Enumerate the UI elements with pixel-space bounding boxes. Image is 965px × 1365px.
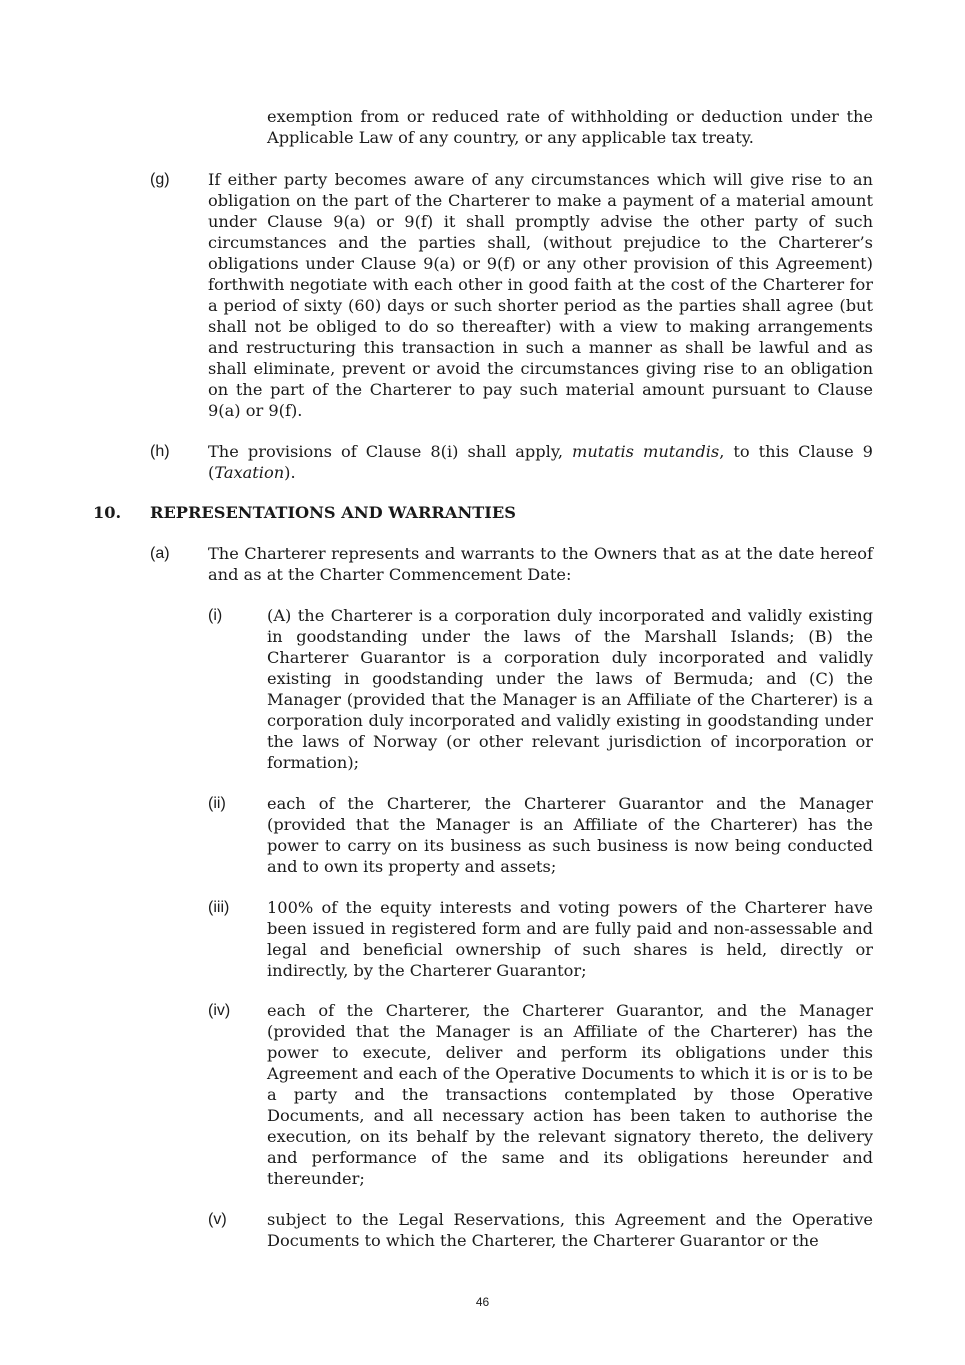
item-ii-label: (ii) <box>208 795 226 812</box>
continuation-paragraph: exemption from or reduced rate of withholding or deduction under the Applicable Law of any country, or any applicable tax treaty. <box>267 107 873 147</box>
clause-10-title: REPRESENTATIONS AND WARRANTIES <box>150 503 516 522</box>
clause-9h-text-start: The provisions of Clause 8(i) shall apply, <box>208 442 573 461</box>
clause-9g-label: (g) <box>150 171 170 188</box>
item-v-text: subject to the Legal Reservations, this Agreement and the Operative Documents to which the Charterer, the Charterer Guarantor or the <box>267 1210 873 1250</box>
clause-9h-text-end: ). <box>284 463 296 482</box>
item-iii-text: 100% of the equity interests and voting powers of the Charterer have been issued in registered form and are fully paid and non-assessable and legal and beneficial ownership of such shares is held, directly or indirectly, by the Charterer Guarantor; <box>267 898 873 980</box>
item-iv-text: each of the Charterer, the Charterer Guarantor, and the Manager (provided that the Manager is an Affiliate of the Charterer) has the power to execute, deliver and perform its obligations under this Agreement and each of the Operative Documents to which it is or is to be a party and the transactions contemplated by those Operative Documents, and all necessary action has been taken to authorise the execution, on its behalf by the relevant signatory thereto, the delivery and performance of the same and its obligations hereunder and thereunder; <box>267 1001 873 1188</box>
item-i-label: (i) <box>208 607 223 624</box>
page-number: 46 <box>475 1295 490 1309</box>
clause-9h-italic-taxation: Taxation <box>214 463 285 482</box>
item-iii-label: (iii) <box>208 899 230 916</box>
clause-10-number: 10. <box>93 503 122 522</box>
item-i-text: (A) the Charterer is a corporation duly incorporated and validly existing in goodstanding under the laws of the Marshall Islands; (B) the Charterer Guarantor is a corporation duly incorporated and validly existing in goodstanding under the laws of Bermuda; and (C) the Manager (provided that the Manager is an Affiliate of the Charterer) is a corporation duly incorporated and validly existing in goodstanding under the laws of Norway (or other relevant jurisdiction of incorporation or formation); <box>267 606 873 772</box>
item-v-label: (v) <box>208 1211 227 1228</box>
clause-9h-italic: mutatis mutandis <box>572 442 720 461</box>
clause-9g-text: If either party becomes aware of any circumstances which will give rise to an obligation on the part of the Charterer to make a payment of a material amount under Clause 9(a) or 9(f) it shall promptly advise the other party of such circumstances and the parties shall, (without prejudice to the Charterer’s obligations under Clause 9(a) or 9(f) or any other provision of this Agreement) forthwith negotiate with each other in good faith at the cost of the Charterer for a period of sixty (60) days or such shorter period as the parties shall agree (but shall not be obliged to do so thereafter) with a view to making arrangements and restructuring this transaction in such a manner as shall be lawful and as shall eliminate, prevent or avoid the circumstances giving rise to an obligation on the part of the Charterer to pay such material amount pursuant to Clause 9(a) or 9(f). <box>208 170 873 420</box>
item-iv-label: (iv) <box>208 1002 231 1019</box>
clause-10a-text: The Charterer represents and warrants to the Owners that as at the date hereof and as at the Charter Commencement Date: <box>208 544 873 584</box>
clause-9h-text-middle: , to this Clause 9 ( <box>208 442 873 482</box>
item-ii-text: each of the Charterer, the Charterer Guarantor and the Manager (provided that the Manager is an Affiliate of the Charterer) has the power to carry on its business as such business is now being conducted and to own its property and assets; <box>267 794 873 876</box>
clause-10a-label: (a) <box>150 545 170 562</box>
clause-9h-label: (h) <box>150 443 170 460</box>
clause-9h-text <box>208 441 873 483</box>
